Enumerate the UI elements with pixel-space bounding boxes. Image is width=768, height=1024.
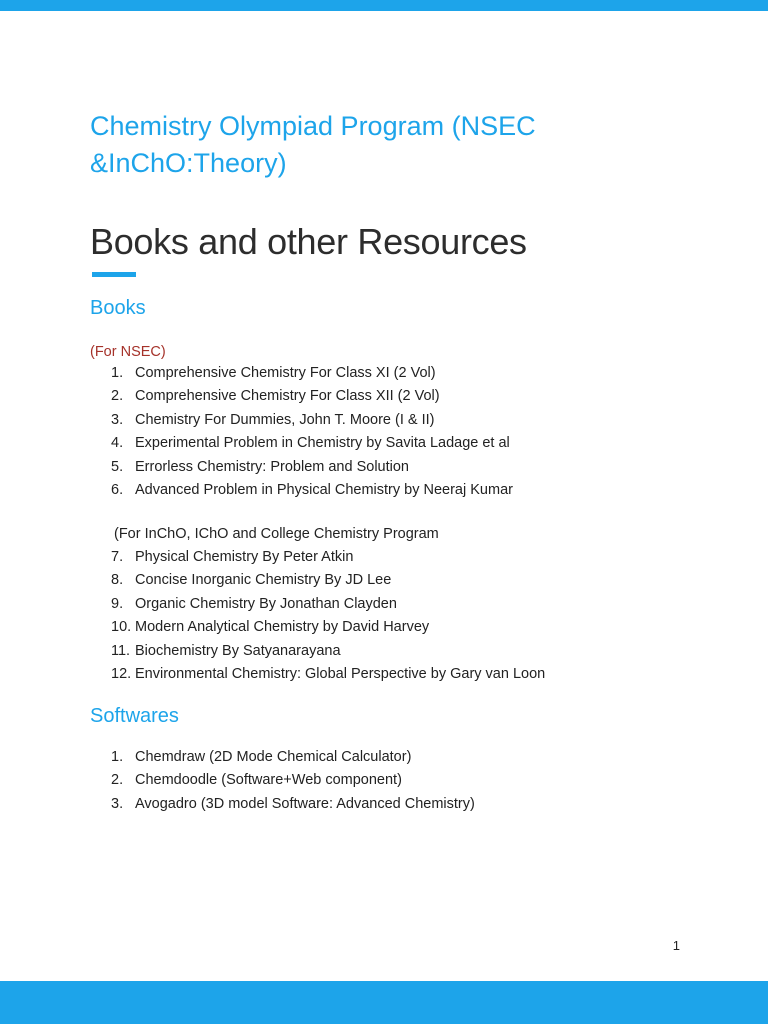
item-number: 1. — [111, 365, 124, 381]
page-title: Books and other Resources — [90, 221, 527, 262]
item-text: Biochemistry By Satyanarayana — [135, 642, 341, 659]
item-text: Chemdoodle (Software+Web component) — [135, 772, 402, 789]
item-text: Modern Analytical Chemistry by David Harvey — [135, 619, 430, 636]
bottom-accent-bar — [0, 981, 768, 1024]
item-text: Avogadro (3D model Software: Advanced Chemistry) — [135, 795, 475, 812]
item-text: Advanced Problem in Physical Chemistry by Neeraj Kumar — [135, 481, 513, 498]
item-number: 11. — [111, 642, 131, 659]
item-text: Physical Chemistry By Peter Atkin — [135, 549, 354, 565]
item-number: 6. — [111, 481, 124, 498]
item-number: 4. — [111, 435, 124, 452]
item-number: 2. — [111, 388, 124, 405]
item-text: Comprehensive Chemistry For Class XI (2 Vol) — [135, 365, 436, 381]
item-text: Chemdraw (2D Mode Chemical Calculator) — [135, 749, 412, 765]
top-accent-bar — [0, 0, 768, 11]
item-text: Environmental Chemistry: Global Perspective by Gary van Loon — [135, 665, 546, 682]
softwares-heading: Softwares — [90, 705, 179, 727]
incho-note: (For InChO, IChO and College Chemistry Program — [114, 526, 439, 542]
item-number: 5. — [111, 458, 124, 475]
page-number: 1 — [672, 938, 680, 953]
item-number: 10. — [111, 619, 132, 636]
item-text: Errorless Chemistry: Problem and Solution — [135, 458, 409, 475]
item-number: 1. — [111, 749, 124, 765]
item-number: 12. — [111, 665, 132, 682]
item-text: Experimental Problem in Chemistry by Savita Ladage et al — [135, 435, 510, 452]
item-number: 2. — [111, 772, 124, 789]
item-text: Concise Inorganic Chemistry By JD Lee — [135, 572, 392, 589]
item-text: Comprehensive Chemistry For Class XII (2 Vol) — [135, 388, 440, 405]
item-text: Chemistry For Dummies, John T. Moore (I & II) — [135, 411, 435, 428]
item-text: Organic Chemistry By Jonathan Clayden — [135, 595, 397, 612]
item-number: 9. — [111, 595, 124, 612]
books-heading: Books — [90, 297, 146, 319]
item-number: 8. — [111, 572, 124, 589]
nsec-note: (For NSEC) — [90, 344, 166, 360]
title-underline — [92, 272, 136, 277]
program-title: Chemistry Olympiad Program (NSEC &InChO:Theory) — [90, 111, 536, 178]
item-number: 3. — [111, 411, 124, 428]
item-number: 7. — [111, 549, 124, 565]
item-number: 3. — [111, 795, 124, 812]
